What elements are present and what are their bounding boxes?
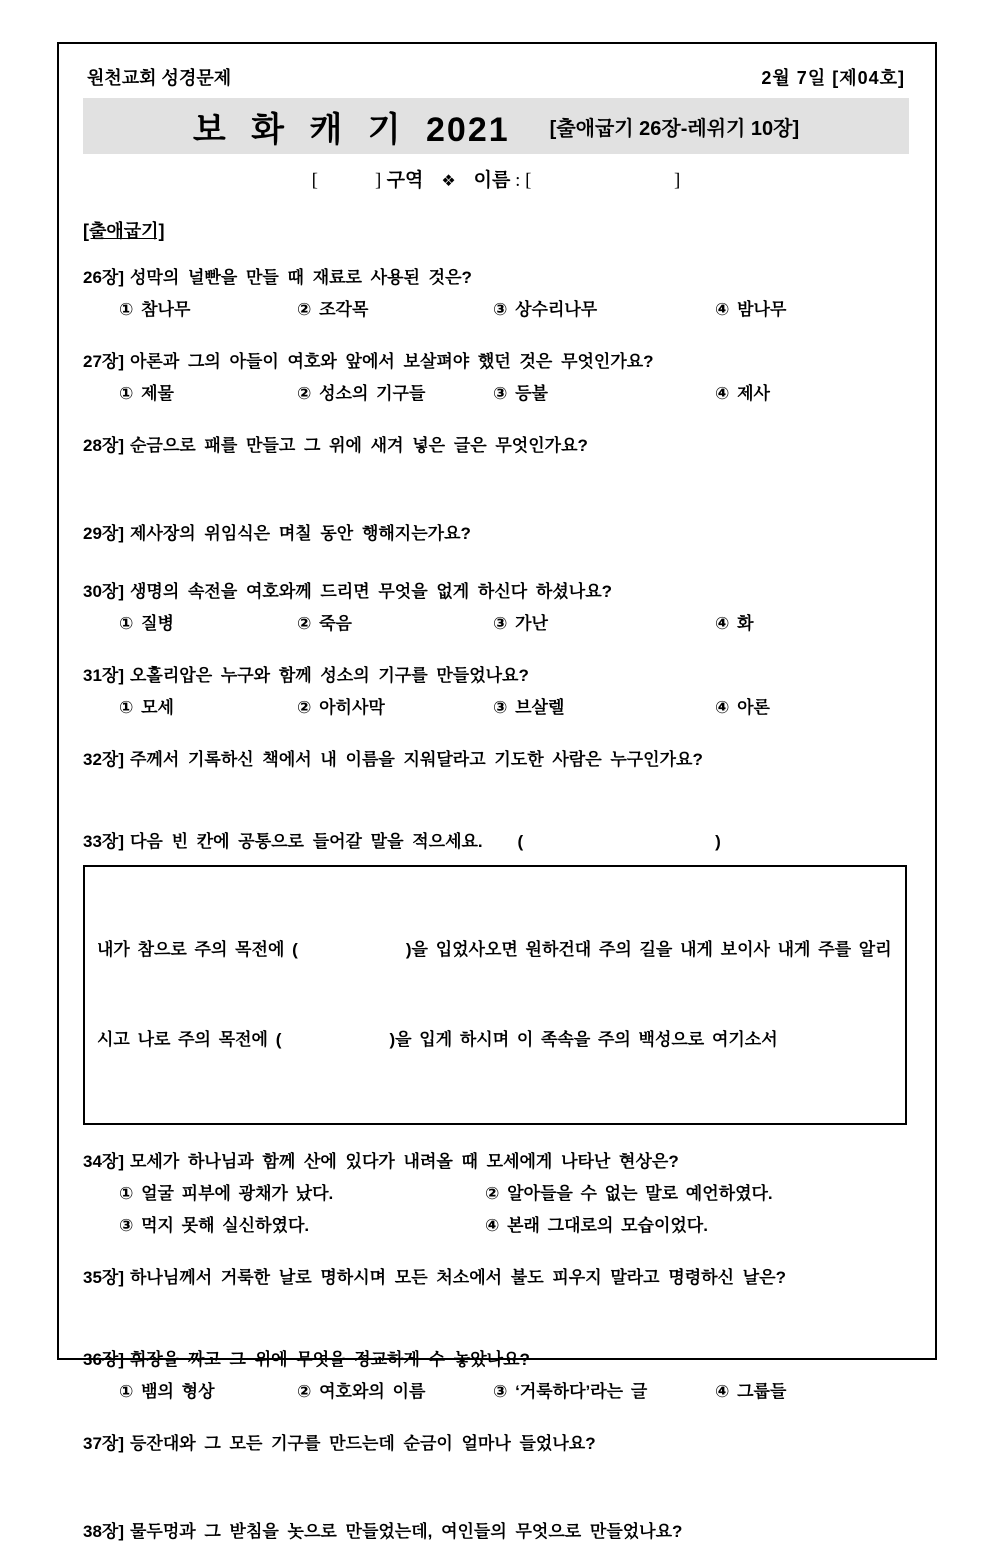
question-31: [83, 661, 909, 723]
question-38: [83, 1517, 909, 1547]
option-3: ③ 상수리나무: [493, 300, 598, 319]
option-3: ③ 먹지 못해 실신하였다.: [119, 1216, 310, 1235]
question-text: 제사장의 위임식은 며칠 동안 행해지는가요?: [130, 524, 471, 543]
question-33: [83, 827, 909, 857]
option-2: ② 아히사막: [297, 698, 385, 717]
section-label-exodus: [출애굽기]: [83, 221, 165, 241]
question-text: 성막의 널빤을 만들 때 재료로 사용된 것은?: [130, 268, 472, 287]
question-list: [83, 263, 909, 1547]
options-row: [119, 1211, 909, 1241]
question-number: 31장]: [83, 666, 124, 685]
option-1: ① 얼굴 피부에 광채가 났다.: [119, 1184, 334, 1203]
option-4: ④ 아론: [715, 698, 770, 717]
question-text: 주께서 기록하신 책에서 내 이름을 지워달라고 기도한 사람은 누구인가요?: [130, 750, 703, 769]
question-32: [83, 745, 909, 775]
question-text: 다음 빈 칸에 공통으로 들어갈 말을 적으세요. ( ): [130, 832, 721, 851]
zone-blank-box: [ ]: [311, 170, 382, 191]
question-number: 26장]: [83, 268, 124, 287]
option-3: ③ ‘거룩하다’라는 글: [493, 1382, 648, 1401]
scripture-range: [출애굽기 26장-레위기 10장]: [549, 117, 800, 140]
question-number: 33장]: [83, 832, 124, 851]
question-number: 27장]: [83, 352, 124, 371]
option-1: ① 모세: [119, 698, 174, 717]
question-text: 오홀리압은 누구와 함께 성소의 기구를 만들었나요?: [130, 666, 529, 685]
option-4: ④ 제사: [715, 384, 770, 403]
colon: :: [510, 170, 526, 191]
question-number: 28장]: [83, 436, 124, 455]
option-4: ④ 본래 그대로의 모습이었다.: [485, 1216, 708, 1235]
options-row: [119, 379, 909, 409]
option-1: ① 참나무: [119, 300, 191, 319]
question-number: 37장]: [83, 1434, 124, 1453]
question-34: [83, 1147, 909, 1241]
option-4: ④ 밤나무: [715, 300, 787, 319]
question-text: 등잔대와 그 모든 기구를 만드는데 순금이 얼마나 들었나요?: [130, 1434, 596, 1453]
options-row: [119, 1179, 909, 1209]
question-text: 물두멍과 그 받침을 놋으로 만들었는데, 여인들의 무엇으로 만들었나요?: [130, 1522, 683, 1541]
question-number: 30장]: [83, 582, 124, 601]
options-row: [119, 693, 909, 723]
zone-label: 구역: [386, 170, 424, 191]
option-2: ② 죽음: [297, 614, 352, 633]
option-3: ③ 브살렐: [493, 698, 565, 717]
option-1: ① 질병: [119, 614, 174, 633]
question-number: 38장]: [83, 1522, 124, 1541]
header-row: [83, 64, 909, 90]
question-37: [83, 1429, 909, 1459]
option-3: ③ 등불: [493, 384, 548, 403]
name-blank-box: [ ]: [525, 170, 681, 191]
question-number: 29장]: [83, 524, 124, 543]
option-2: ② 여호와의 이름: [297, 1382, 426, 1401]
option-2: ② 알아들을 수 없는 말로 예언하였다.: [485, 1184, 773, 1203]
question-text: 순금으로 패를 만들고 그 위에 새겨 넣은 글은 무엇인가요?: [130, 436, 588, 455]
entry-row: [83, 166, 909, 197]
worksheet-title: 보 화 캐 기 2021: [192, 110, 510, 149]
worksheet-page: [57, 42, 937, 1541]
quote-box: [83, 865, 907, 1125]
option-4: ④ 그룹들: [715, 1382, 787, 1401]
option-4: ④ 화: [715, 614, 754, 633]
option-1: ① 제물: [119, 384, 174, 403]
option-2: ② 조각목: [297, 300, 369, 319]
options-row: [119, 609, 909, 639]
question-35: [83, 1263, 909, 1293]
quote-line-2: 시고 나로 주의 목전에 ( )을 입게 하시며 이 족속을 주의 백성으로 여기소서: [97, 1030, 778, 1049]
question-text: 모세가 하나님과 함께 산에 있다가 내려올 때 모세에게 나타난 현상은?: [130, 1152, 679, 1171]
question-number: 34장]: [83, 1152, 124, 1171]
question-36: [83, 1345, 909, 1407]
option-2: ② 성소의 기구들: [297, 384, 426, 403]
option-3: ③ 가난: [493, 614, 548, 633]
question-number: 32장]: [83, 750, 124, 769]
church-name: 원천교회 성경문제: [87, 68, 232, 88]
question-text: 하나님께서 거룩한 날로 명하시며 모든 처소에서 불도 피우지 말라고 명령하신 날은?: [130, 1268, 786, 1287]
question-text: 아론과 그의 아들이 여호와 앞에서 보살펴야 했던 것은 무엇인가요?: [130, 352, 654, 371]
issue-date: 2월 7일 [제04호]: [761, 68, 905, 88]
question-text: 휘장을 짜고 그 위에 무엇을 정교하게 수 놓았나요?: [130, 1350, 530, 1369]
question-text: 생명의 속전을 여호와께 드리면 무엇을 없게 하신다 하셨나요?: [130, 582, 612, 601]
name-label: 이름: [473, 170, 511, 191]
question-29: [83, 519, 909, 549]
diamond-icon: ❖: [441, 173, 456, 190]
question-27: [83, 347, 909, 409]
question-30: [83, 577, 909, 639]
options-row: [119, 295, 909, 325]
option-1: ① 뱀의 형상: [119, 1382, 215, 1401]
title-bar: [83, 98, 909, 154]
question-26: [83, 263, 909, 325]
question-number: 36장]: [83, 1350, 124, 1369]
quote-line-1: 내가 참으로 주의 목전에 ( )을 입었사오면 원하건대 주의 길을 내게 보이사 내게 주를 알리: [97, 940, 892, 959]
question-number: 35장]: [83, 1268, 124, 1287]
question-28: [83, 431, 909, 461]
